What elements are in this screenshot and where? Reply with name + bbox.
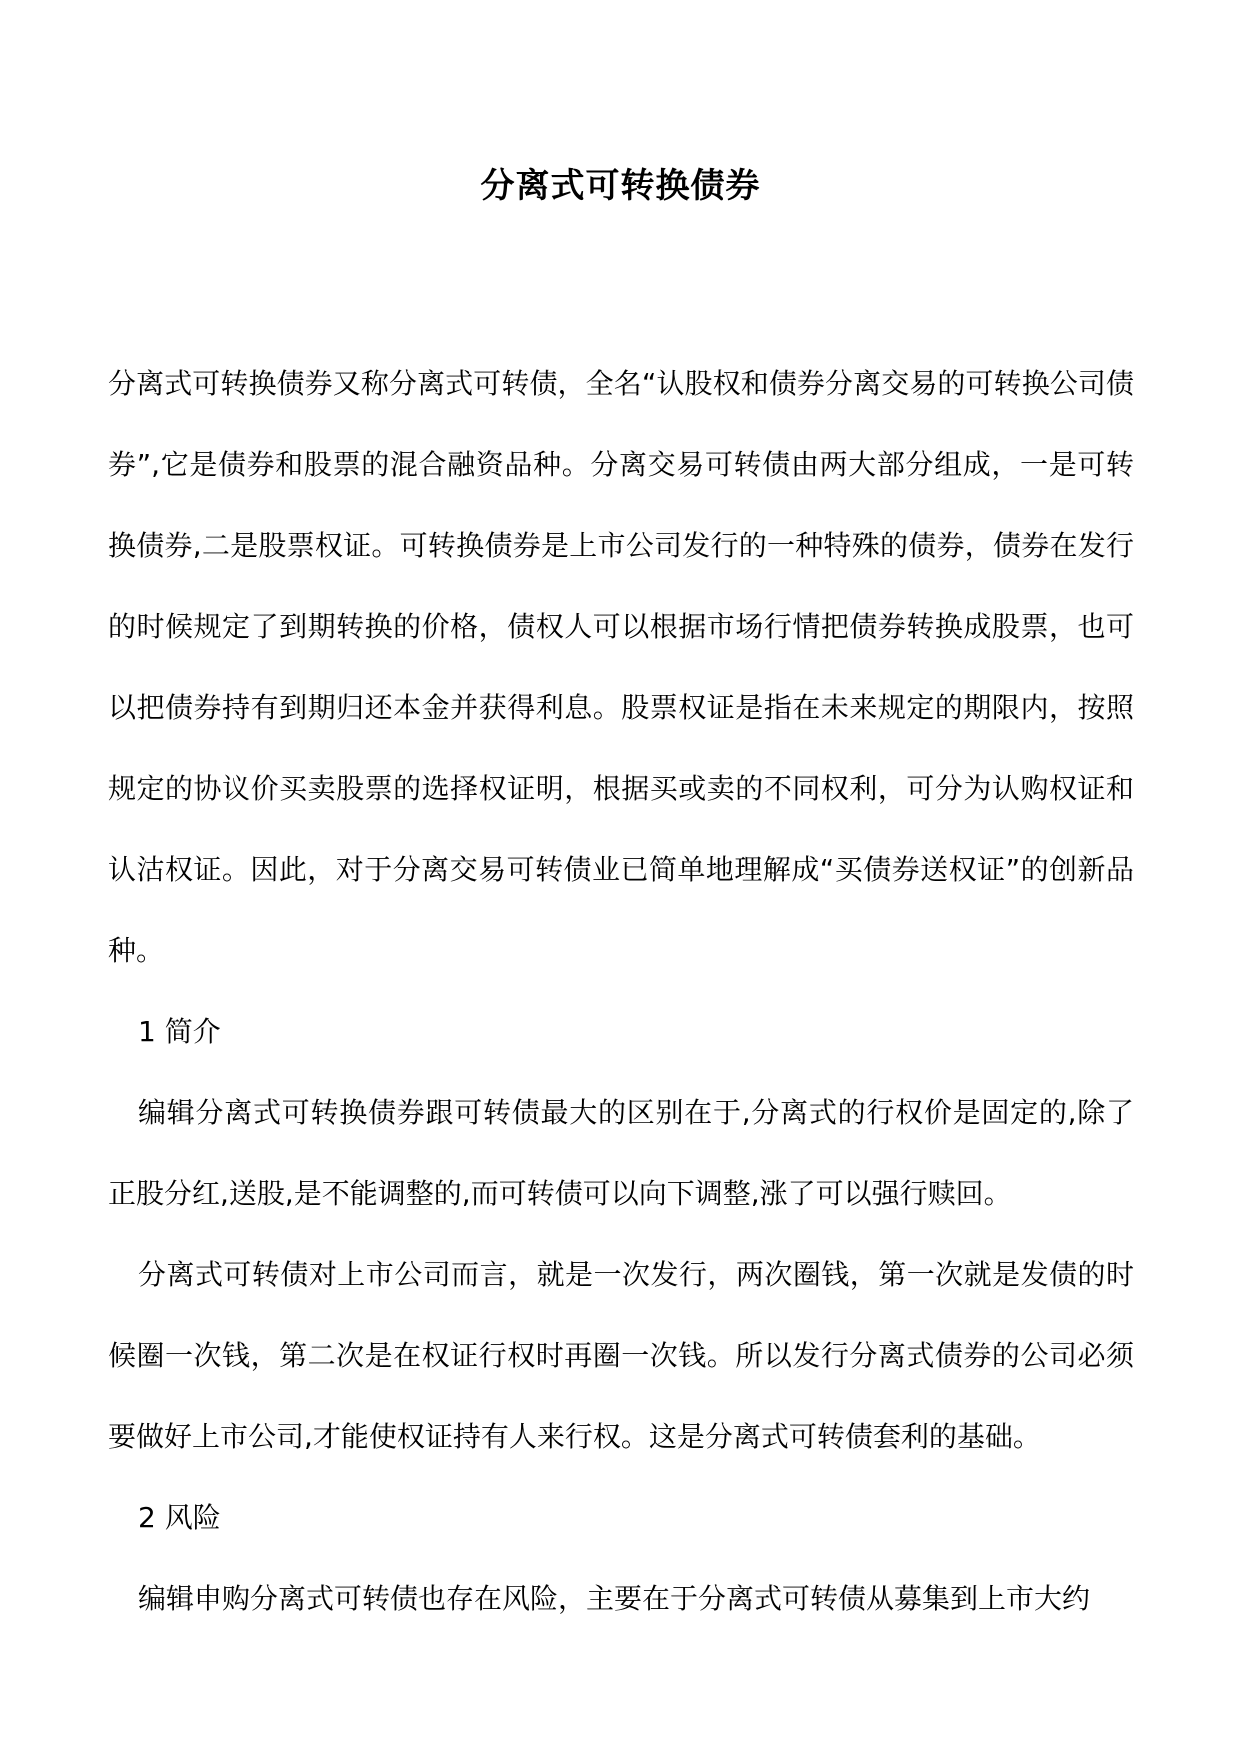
paragraph-financing: 分离式可转债对上市公司而言，就是一次发行，两次圈钱，第一次就是发债的时候圈一次钱，第二次是在权证行权时再圈一次钱。所以发行分离式债券的公司必须要做好上市公司,才能使权证持有人来行权。这是分离式可转债套利的基础。 xyxy=(108,1258,1134,1453)
section-heading-risk: 2 风险 xyxy=(138,1501,221,1534)
paragraph-risk: 编辑申购分离式可转债也存在风险，主要在于分离式可转债从募集到上市大约 xyxy=(138,1582,1091,1615)
section-heading-introduction: 1 简介 xyxy=(138,1015,221,1048)
document-body xyxy=(108,343,1134,1639)
paragraph-intro: 分离式可转换债券又称分离式可转债，全名“认股权和债券分离交易的可转换公司债券”,它是债券和股票的混合融资品种。分离交易可转债由两大部分组成，一是可转换债券,二是股票权证。可转换债券是上市公司发行的一种特殊的债券，债券在发行的时候规定了到期转换的价格，债权人可以根据市场行情把债券转换成股票，也可以把债券持有到期归还本金并获得利息。股票权证是指在未来规定的期限内，按照规定的协议价买卖股票的选择权证明，根据买或卖的不同权利，可分为认购权证和认沽权证。因此，对于分离交易可转债业已简单地理解成“买债券送权证”的创新品种。 xyxy=(108,367,1134,967)
document-title: 分离式可转换债券 xyxy=(480,166,761,206)
paragraph-difference: 编辑分离式可转换债券跟可转债最大的区别在于,分离式的行权价是固定的,除了正股分红,送股,是不能调整的,而可转债可以向下调整,涨了可以强行赎回。 xyxy=(108,1096,1134,1210)
